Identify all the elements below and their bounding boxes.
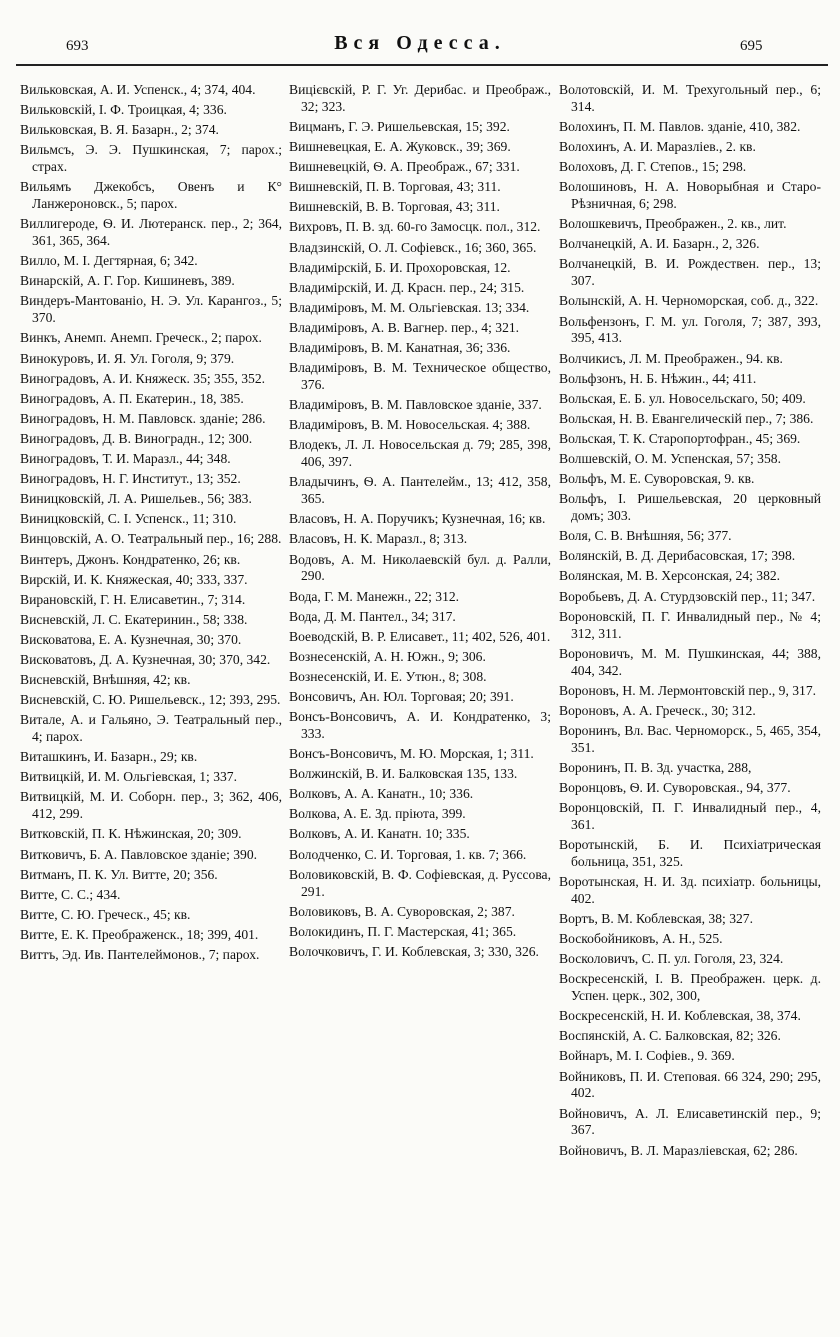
directory-entry: Войновичъ, А. Л. Елисаветинскій пер., 9; 367. (559, 1105, 821, 1138)
directory-entry: Винокуровъ, И. Я. Ул. Гоголя, 9; 379. (20, 350, 235, 366)
directory-entry: Витале, А. и Гальяно, Э. Театральный пер., 4; парох. (20, 712, 282, 745)
directory-entry: Вороновъ, Н. М. Лермонтовскій пер., 9, 317. (559, 682, 817, 698)
directory-entry: Вольская, Н. В. Евангелическій пер., 7; 386. (559, 410, 814, 426)
directory-entry: Владиміровъ, В. М. Техническое общество, 376. (289, 360, 551, 393)
directory-entry: Виноградовъ, А. П. Екатерин., 18, 385. (20, 390, 244, 406)
directory-entry: Воскресенскій, І. В. Преображен. церк. д. Успен. церк., 302, 300, (559, 971, 821, 1004)
directory-entry: Восколовичъ, С. П. ул. Гоголя, 23, 324. (559, 951, 784, 967)
directory-entry: Висковатовъ, Д. А. Кузнечная, 30; 370, 342. (20, 651, 271, 667)
directory-entry: Вихровъ, П. В. зд. 60-го Замосцк. пол., 312. (289, 219, 541, 235)
directory-entry: Воеводскій, В. Р. Елисавет., 11; 402, 526, 401. (289, 628, 551, 644)
directory-entry: Волошиновъ, Н. А. Новорыбная и Старо-Рѣзничная, 6; 298. (559, 179, 821, 212)
directory-entry: Висневскій, Внѣшняя, 42; кв. (20, 672, 191, 688)
directory-column-3 (559, 82, 821, 1163)
right-page-number: 695 (740, 38, 763, 54)
directory-entry: Вильмсъ, Э. Э. Пушкинская, 7; парох.; страх. (20, 142, 282, 175)
directory-entry: Власовъ, Н. А. Поручикъ; Кузнечная, 16; кв. (289, 511, 546, 527)
directory-entry: Воскобойниковъ, А. Н., 525. (559, 931, 723, 947)
directory-entry: Воротынскій, Б. И. Психіатрическая больница, 351, 325. (559, 836, 821, 869)
directory-entry: Волянскій, В. Д. Дерибасовская, 17; 398. (559, 548, 796, 564)
directory-entry: Волшевскій, О. М. Успенская, 57; 358. (559, 451, 781, 467)
directory-entry: Висневскій, С. Ю. Ришельевск., 12; 393, 295. (20, 692, 281, 708)
directory-entry: Вирановскій, Г. Н. Елисаветин., 7; 314. (20, 591, 246, 607)
directory-entry: Висневскій, Л. С. Екатеринин., 58; 338. (20, 611, 248, 627)
directory-entry: Воронинъ, Вл. Вас. Черноморск., 5, 465, 354, 351. (559, 722, 821, 755)
running-title: Вся Одесса. (334, 32, 506, 54)
page-header (0, 30, 840, 60)
directory-entry: Виноградовъ, Н. М. Павловск. зданіе; 286. (20, 410, 266, 426)
directory-entry: Волокидинъ, П. Г. Мастерская, 41; 365. (289, 923, 517, 939)
directory-entry: Винарскій, А. Г. Гор. Кишиневъ, 389. (20, 273, 235, 289)
directory-entry: Виницковскій, Л. А. Ришельев., 56; 383. (20, 491, 252, 507)
directory-entry: Вирскій, И. К. Княжеская, 40; 333, 337. (20, 571, 248, 587)
directory-entry: Владиміровъ, В. М. Новосельская. 4; 388. (289, 417, 531, 433)
directory-entry: Вороновскій, П. Г. Инвалидный пер., № 4; 312, 311. (559, 608, 821, 641)
directory-entry: Волоховъ, Д. Г. Степов., 15; 298. (559, 159, 747, 175)
directory-entry: Воспянскій, А. С. Балковская, 82; 326. (559, 1028, 781, 1044)
directory-entry: Водовъ, А. М. Николаевскій бул. д. Ралли, 290. (289, 551, 551, 584)
directory-entry: Володченко, С. И. Торговая, 1. кв. 7; 366. (289, 846, 527, 862)
directory-entry: Вильямъ Джекобсъ, Овенъ и К° Ланжероновск., 5; парох. (20, 179, 282, 212)
directory-entry: Волчанецкій, А. И. Базарн., 2, 326. (559, 236, 760, 252)
directory-entry: Волковъ, А. А. Канатн., 10; 336. (289, 786, 474, 802)
directory-entry: Витвицкій, И. М. Ольгіевская, 1; 337. (20, 769, 238, 785)
directory-entry: Вортъ, В. М. Коблевская, 38; 327. (559, 910, 753, 926)
directory-entry: Волынскій, А. Н. Черноморская, соб. д., 322. (559, 293, 819, 309)
directory-entry: Владзинскій, О. Л. Софіевск., 16; 360, 365. (289, 239, 537, 255)
directory-entry: Витковскій, П. К. Нѣжинская, 20; 309. (20, 826, 242, 842)
directory-entry: Вонсъ-Вонсовичъ, А. И. Кондратенко, 3; 333. (289, 709, 551, 741)
directory-entry: Витковичъ, Б. А. Павловское зданіе; 390. (20, 846, 258, 862)
directory-entry: Вода, Д. М. Пантел., 34; 317. (289, 608, 456, 624)
directory-entry: Волочковичъ, Г. И. Коблевская, 3; 330, 326. (289, 943, 539, 959)
directory-entry: Владиміровъ, В. М. Павловское зданіе, 337. (289, 397, 542, 413)
directory-entry: Волчанецкій, В. И. Рождествен. пер., 13; 307. (559, 256, 821, 289)
directory-entry: Вильковская, А. И. Успенск., 4; 374, 404. (20, 82, 256, 97)
directory-entry: Виноградовъ, А. И. Княжеск. 35; 355, 352. (20, 370, 266, 386)
directory-entry: Войновичъ, В. Л. Маразліевская, 62; 286. (559, 1142, 798, 1158)
directory-entry: Волотовскій, И. М. Трехугольный пер., 6; 314. (559, 82, 821, 114)
directory-entry: Вилло, М. І. Дегтярная, 6; 342. (20, 253, 198, 269)
directory-entry: Волчикисъ, Л. М. Преображен., 94. кв. (559, 350, 783, 366)
directory-entry: Волкова, А. Е. Зд. пріюта, 399. (289, 806, 466, 822)
directory-entry: Виницковскій, С. І. Успенск., 11; 310. (20, 511, 237, 527)
header-rule (16, 64, 828, 66)
directory-entry: Волковъ, А. И. Канатн. 10; 335. (289, 826, 470, 842)
directory-entry: Владиміровъ, А. В. Вагнер. пер., 4; 321. (289, 319, 520, 335)
directory-entry: Воскресенскій, Н. И. Коблевская, 38, 374. (559, 1008, 801, 1024)
directory-entry: Вицманъ, Г. Э. Ришельевская, 15; 392. (289, 119, 510, 134)
directory-entry: Виноградовъ, Т. И. Маразл., 44; 348. (20, 451, 231, 467)
directory-entry: Воротынская, Н. И. Зд. психіатр. больницы, 402. (559, 873, 821, 906)
left-page-number: 693 (66, 38, 89, 54)
directory-entry: Воловиковъ, В. А. Суворовская, 2; 387. (289, 903, 515, 919)
directory-entry: Воробьевъ, Д. А. Стурдзовскій пер., 11; 347. (559, 588, 816, 604)
directory-entry: Винтеръ, Джонъ. Кондратенко, 26; кв. (20, 551, 241, 567)
directory-entry: Вороновичъ, М. М. Пушкинская, 44; 388, 404, 342. (559, 645, 821, 678)
directory-entry: Виноградовъ, Д. В. Виноградн., 12; 300. (20, 430, 253, 446)
directory-entry: Воронцовъ, Ѳ. И. Суворовская., 94, 377. (559, 779, 791, 795)
directory-entry: Волошкевичъ, Преображен., 2. кв., лит. (559, 216, 787, 232)
directory-entry: Витвицкій, М. И. Соборн. пер., 3; 362, 406, 412, 299. (20, 789, 282, 822)
directory-entry: Виллигероде, Ѳ. И. Лютеранск. пер., 2; 364, 361, 365, 364. (20, 216, 282, 249)
directory-entry: Вольфзонъ, Н. Б. Нѣжин., 44; 411. (559, 370, 757, 386)
directory-entry: Вода, Г. М. Манежн., 22; 312. (289, 588, 460, 604)
directory-entry: Виндеръ-Мантованіо, Н. Э. Ул. Карангоз., 5; 370. (20, 293, 282, 326)
directory-entry: Виттъ, Эд. Ив. Пантелеймонов., 7; парох. (20, 947, 260, 962)
directory-entry: Владимірскій, И. Д. Красн. пер., 24; 315. (289, 279, 525, 295)
directory-entry: Волжинскій, В. И. Балковская 135, 133. (289, 766, 518, 782)
directory-entry: Волянская, М. В. Херсонская, 24; 382. (559, 568, 781, 584)
directory-entry: Витманъ, П. К. Ул. Витте, 20; 356. (20, 866, 218, 882)
directory-entry: Виноградовъ, Н. Г. Институт., 13; 352. (20, 471, 241, 487)
directory-entry: Власовъ, Н. К. Маразл., 8; 313. (289, 531, 468, 547)
directory-entry: Владычинъ, Ѳ. А. Пантелейм., 13; 412, 358, 365. (289, 474, 551, 507)
directory-entry: Витте, Е. К. Преображенск., 18; 399, 401. (20, 926, 259, 942)
directory-entry: Вишневскій, В. В. Торговая, 43; 311. (289, 199, 500, 215)
directory-entry: Владиміровъ, В. М. Канатная, 36; 336. (289, 340, 511, 356)
directory-entry: Вознесенскій, И. Е. Утюн., 8; 308. (289, 668, 487, 684)
directory-entry: Вольская, Т. К. Старопортофран., 45; 369. (559, 430, 801, 446)
directory-entry: Владимірскій, Б. И. Прохоровская, 12. (289, 259, 511, 275)
directory-entry: Вороновъ, А. А. Греческ., 30; 312. (559, 702, 756, 718)
directory-entry: Виташкинъ, И. Базарн., 29; кв. (20, 749, 198, 765)
directory-entry: Войнаръ, М. І. Софіев., 9. 369. (559, 1048, 735, 1064)
directory-entry: Воронцовскій, П. Г. Инвалидный пер., 4, 361. (559, 799, 821, 832)
directory-entry: Владиміровъ, М. М. Ольгіевская. 13; 334. (289, 299, 530, 315)
directory-column-2 (289, 82, 551, 964)
directory-entry: Волохинъ, П. М. Павлов. зданіе, 410, 382. (559, 119, 801, 134)
directory-entry: Воловиковскій, В. Ф. Софіевская, д. Руссова, 291. (289, 866, 551, 899)
directory-entry: Вольская, Е. Б. ул. Новосельскаго, 50; 409. (559, 390, 806, 406)
directory-entry: Вишневецкая, Е. А. Жуковск., 39; 369. (289, 139, 511, 155)
directory-entry: Вишневскій, П. В. Торговая, 43; 311. (289, 179, 501, 195)
directory-entry: Вознесенскій, А. Н. Южн., 9; 306. (289, 648, 486, 664)
directory-entry: Войниковъ, П. И. Степовая. 66 324, 290; 295, 402. (559, 1068, 821, 1101)
directory-entry: Вольфензонъ, Г. М. ул. Гоголя, 7; 387, 393, 395, 413. (559, 313, 821, 346)
directory-column-1 (20, 82, 282, 967)
directory-entry: Вольфъ, І. Ришельевская, 20 церковный домъ; 303. (559, 491, 821, 524)
directory-entry: Витте, С. С.; 434. (20, 886, 121, 902)
directory-entry: Вольфъ, М. Е. Суворовская, 9. кв. (559, 471, 755, 487)
directory-entry: Витте, С. Ю. Греческ., 45; кв. (20, 906, 191, 922)
directory-entry: Висковатова, Е. А. Кузнечная, 30; 370. (20, 631, 242, 647)
directory-entry: Вильковская, В. Я. Базарн., 2; 374. (20, 122, 219, 138)
directory-entry: Воля, С. В. Внѣшняя, 56; 377. (559, 528, 732, 544)
directory-entry: Воронинъ, П. В. Зд. участка, 288, (559, 759, 752, 775)
directory-entry: Вонсовичъ, Ан. Юл. Торговая; 20; 391. (289, 688, 514, 704)
directory-entry: Вишневецкій, Ѳ. А. Преображ., 67; 331. (289, 159, 520, 175)
directory-entry: Вильковскій, І. Ф. Троицкая, 4; 336. (20, 102, 227, 118)
directory-entry: Волохинъ, А. И. Маразліев., 2. кв. (559, 139, 756, 155)
directory-entry: Винкъ, Анемп. Анемп. Греческ., 2; парох. (20, 330, 262, 346)
directory-entry: Винцовскій, А. О. Театральный пер., 16; 288. (20, 531, 282, 547)
directory-entry: Вицієвскій, Р. Г. Уг. Дерибас. и Преображ., 32; 323. (289, 82, 551, 114)
directory-entry: Влодекъ, Л. Л. Новосельская д. 79; 285, 398, 406, 397. (289, 437, 551, 470)
directory-entry: Вонсъ-Вонсовичъ, М. Ю. Морская, 1; 311. (289, 746, 534, 762)
